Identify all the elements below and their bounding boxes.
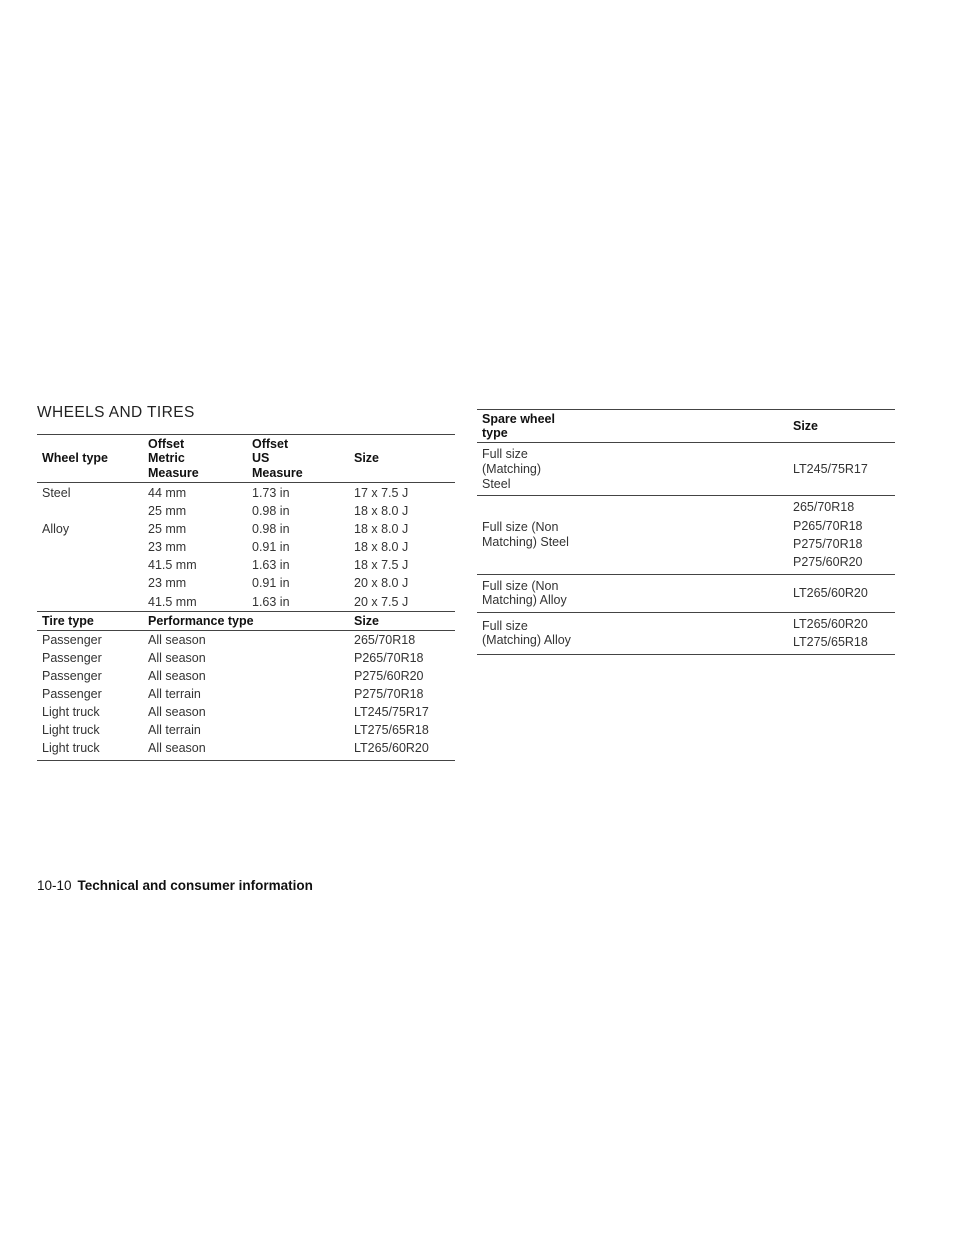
tire-row [37, 703, 455, 721]
spare-size: P265/70R18 [793, 518, 863, 533]
cell: 18 x 8.0 J [354, 540, 409, 555]
cell: 18 x 7.5 J [354, 558, 409, 573]
wheel-row [37, 574, 455, 592]
col-wheel-size [349, 435, 455, 483]
tire-row [37, 630, 455, 649]
cell: 25 mm [148, 522, 187, 537]
cell: All season [148, 650, 206, 665]
spare-size: LT275/65R18 [793, 635, 868, 650]
cell: 23 mm [148, 540, 187, 555]
cell: P275/60R20 [354, 668, 424, 683]
spare-type-label: Full size (Matching) Steel [482, 447, 542, 491]
col-wheel-size-label: Size [354, 451, 380, 466]
spare-size: LT265/60R20 [793, 617, 868, 632]
spare-size-cell [788, 496, 895, 574]
wheel-row [37, 502, 455, 520]
cell: All season [148, 741, 206, 756]
col-offset-metric-label: Offset Metric Measure [148, 436, 199, 480]
spare-size: P275/70R18 [793, 536, 863, 551]
col-offset-us [247, 435, 349, 483]
cell: Alloy [42, 522, 70, 537]
tire-header-row [37, 611, 455, 630]
page-number: 10-10 [37, 878, 72, 893]
spare-row [477, 574, 895, 613]
cell: P275/70R18 [354, 686, 424, 701]
col-spare-wheel-type [477, 410, 788, 443]
col-tire-type: Tire type [42, 613, 94, 628]
spare-row [477, 613, 895, 655]
cell: Passenger [42, 650, 102, 665]
spare-type-label: Full size (Non Matching) Alloy [482, 578, 567, 608]
cell: 18 x 8.0 J [354, 522, 409, 537]
cell: 17 x 7.5 J [354, 486, 409, 500]
cell: 18 x 8.0 J [354, 504, 409, 519]
cell: 20 x 8.0 J [354, 576, 409, 591]
cell: 1.73 in [252, 486, 290, 500]
cell: Passenger [42, 668, 102, 683]
cell [37, 574, 143, 592]
cell [37, 502, 143, 520]
spare-type-label: Full size (Non Matching) Steel [482, 520, 569, 549]
cell: 23 mm [148, 576, 187, 591]
cell: 1.63 in [252, 558, 290, 573]
chapter-title: Technical and consumer information [77, 878, 313, 893]
cell: All season [148, 668, 206, 683]
wheel-row [37, 556, 455, 574]
col-spare-size: Size [793, 418, 819, 433]
cell: Light truck [42, 723, 100, 738]
spare-row [477, 443, 895, 496]
cell [37, 556, 143, 574]
cell: 0.98 in [252, 522, 290, 537]
cell: 0.98 in [252, 504, 290, 519]
cell: Passenger [42, 632, 102, 647]
spare-size: 265/70R18 [793, 500, 855, 515]
page-footer [37, 878, 313, 893]
cell: 44 mm [148, 486, 187, 500]
cell: 1.63 in [252, 594, 290, 609]
wheel-row [37, 593, 455, 612]
cell: Passenger [42, 686, 102, 701]
spare-size-cell [788, 443, 895, 496]
tire-row [37, 739, 455, 761]
col-offset-metric [143, 435, 247, 483]
spare-size-cell [788, 574, 895, 613]
cell: 20 x 7.5 J [354, 594, 409, 609]
cell: All terrain [148, 686, 201, 701]
spare-type-label: Full size (Matching) Alloy [482, 618, 571, 648]
cell: 25 mm [148, 504, 187, 519]
col-wheel-type [37, 435, 143, 483]
cell: 41.5 mm [148, 594, 197, 609]
cell: 41.5 mm [148, 558, 197, 573]
cell: 265/70R18 [354, 632, 416, 647]
cell: Light truck [42, 741, 100, 756]
spare-type-cell [477, 574, 788, 613]
col-performance-type: Performance type [148, 613, 254, 628]
spare-row [477, 496, 895, 574]
cell: LT265/60R20 [354, 741, 429, 756]
wheels-tires-table [37, 434, 455, 761]
col-wheel-type-label: Wheel type [42, 451, 108, 466]
cell: All terrain [148, 723, 201, 738]
cell [37, 593, 143, 612]
spare-type-cell [477, 613, 788, 655]
section-title: WHEELS AND TIRES [37, 404, 195, 421]
cell: LT245/75R17 [354, 705, 429, 720]
cell: P265/70R18 [354, 650, 424, 665]
col-tire-size: Size [354, 613, 380, 628]
wheel-header-row [37, 435, 455, 483]
spare-type-cell [477, 443, 788, 496]
col-spare-wheel-type-label: Spare wheel type [482, 411, 555, 440]
spare-wheel-table [477, 409, 895, 655]
spare-size: LT245/75R17 [793, 462, 868, 477]
cell: All season [148, 632, 206, 647]
wheel-row [37, 483, 455, 503]
cell: LT275/65R18 [354, 723, 429, 738]
spare-size: LT265/60R20 [793, 586, 868, 601]
spare-header-row [477, 410, 895, 443]
cell: 0.91 in [252, 540, 290, 555]
tire-row [37, 685, 455, 703]
spare-size-cell [788, 613, 895, 655]
cell: 0.91 in [252, 576, 290, 591]
wheel-row [37, 520, 455, 538]
tire-row [37, 649, 455, 667]
spare-type-cell [477, 496, 788, 574]
cell [37, 538, 143, 556]
tire-row [37, 721, 455, 739]
cell: Light truck [42, 705, 100, 720]
cell: Steel [42, 486, 71, 500]
col-offset-us-label: Offset US Measure [252, 436, 303, 480]
cell: All season [148, 705, 206, 720]
tire-row [37, 667, 455, 685]
wheel-row [37, 538, 455, 556]
spare-size: P275/60R20 [793, 555, 863, 570]
